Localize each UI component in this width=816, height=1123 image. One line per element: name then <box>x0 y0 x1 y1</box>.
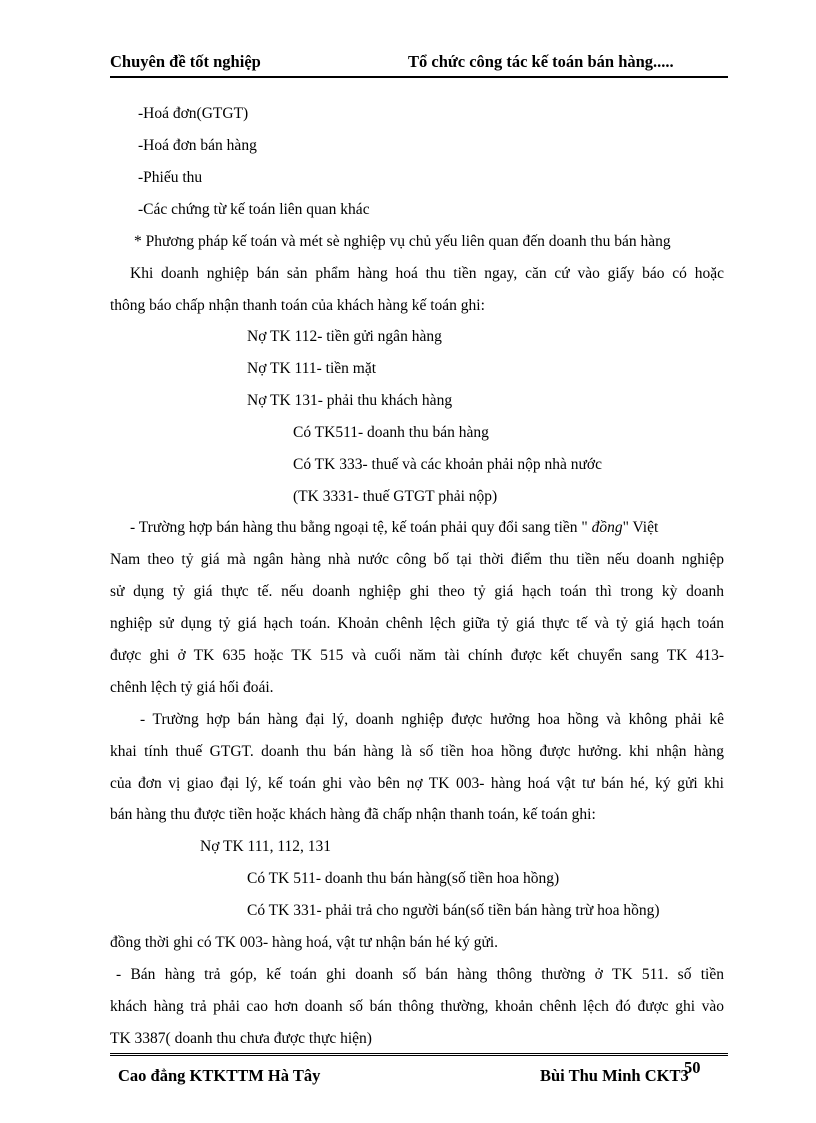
paragraph-line: Nam theo tỷ giá mà ngân hàng nhà nước công bố tại thời điểm thu tiền nếu doanh nghiệp <box>110 551 724 568</box>
paragraph-line: nghiệp sử dụng tỷ giá hạch toán. Khoản chênh lệch giữa tỷ giá thực tế và tỷ giá hạch toán <box>110 615 724 632</box>
journal-entry: Có TK 333- thuế và các khoản phải nộp nhà nước <box>293 456 603 473</box>
paragraph-line: Khi doanh nghiệp bán sản phẩm hàng hoá thu tiền ngay, căn cứ vào giấy báo có hoặc <box>130 265 724 282</box>
list-item: -Phiếu thu <box>138 169 203 186</box>
journal-entry: Nợ TK 131- phải thu khách hàng <box>247 392 453 409</box>
header-left-title: Chuyên đề tốt nghiệp <box>110 52 261 71</box>
text-run: " Việt <box>622 519 659 536</box>
paragraph-line: đồng thời ghi có TK 003- hàng hoá, vật tư nhận bán hé ký gửi. <box>110 934 499 951</box>
paragraph-line: - Bán hàng trả góp, kế toán ghi doanh số bán hàng thông thường ở TK 511. số tiền <box>116 966 724 983</box>
list-item: -Hoá đơn(GTGT) <box>138 105 249 122</box>
journal-entry: Có TK 331- phải trả cho người bán(số tiền bán hàng trừ hoa hồng) <box>247 902 660 919</box>
journal-entry: Nợ TK 112- tiền gửi ngân hàng <box>247 328 442 345</box>
paragraph-line: TK 3387( doanh thu chưa được thực hiện) <box>110 1030 372 1047</box>
text-run: - Trường hợp bán hàng thu bằng ngoại tệ, kế toán phải quy đổi sang tiền " <box>130 519 592 536</box>
paragraph-line: bán hàng thu được tiền hoặc khách hàng đã chấp nhận thanh toán, kế toán ghi: <box>110 806 596 823</box>
paragraph-line: - Trường hợp bán hàng đại lý, doanh nghiệp được hưởng hoa hồng và không phải kê <box>140 711 724 728</box>
page-header <box>110 52 728 78</box>
paragraph-line: khai tính thuế GTGT. doanh thu bán hàng là số tiền hoa hồng được hưởng. khi nhận hàng <box>110 743 724 760</box>
list-item: -Các chứng từ kế toán liên quan khác <box>138 201 370 218</box>
paragraph-line: thông báo chấp nhận thanh toán của khách hàng kế toán ghi: <box>110 297 485 314</box>
paragraph-line <box>130 518 658 538</box>
paragraph-line: sử dụng tỷ giá thực tế. nếu doanh nghiệp ghi theo tỷ giá hạch toán thì trong kỳ doanh <box>110 583 724 600</box>
text-run-italic: đồng <box>591 519 623 536</box>
paragraph-line: chênh lệch tỷ giá hối đoái. <box>110 679 274 696</box>
journal-entry: Nợ TK 111- tiền mặt <box>247 360 377 377</box>
footer-right-text: Bùi Thu Minh CKT3 <box>540 1066 689 1085</box>
page-number: 50 <box>684 1058 701 1077</box>
header-right-title: Tổ chức công tác kế toán bán hàng..... <box>408 52 674 71</box>
paragraph-line: được ghi ở TK 635 hoặc TK 515 và cuối năm tài chính được kết chuyển sang TK 413- <box>110 647 724 664</box>
paragraph-line: khách hàng trả phải cao hơn doanh số bán thông thường, khoản chênh lệch đó được ghi vào <box>110 998 724 1015</box>
footer-left-text: Cao đẳng KTKTTM Hà Tây <box>118 1066 321 1085</box>
section-heading: * Phương pháp kế toán và mét sè nghiệp vụ chủ yếu liên quan đến doanh thu bán hàng <box>134 233 671 250</box>
journal-entry: Có TK 511- doanh thu bán hàng(số tiền hoa hồng) <box>247 870 560 887</box>
journal-entry: (TK 3331- thuế GTGT phải nộp) <box>293 488 498 505</box>
list-item: -Hoá đơn bán hàng <box>138 137 257 154</box>
paragraph-line: của đơn vị giao đại lý, kế toán ghi vào bên nợ TK 003- hàng hoá vật tư bán hé, ký gửi khi <box>110 775 724 792</box>
journal-entry: Nợ TK 111, 112, 131 <box>200 838 332 855</box>
journal-entry: Có TK511- doanh thu bán hàng <box>293 424 489 441</box>
